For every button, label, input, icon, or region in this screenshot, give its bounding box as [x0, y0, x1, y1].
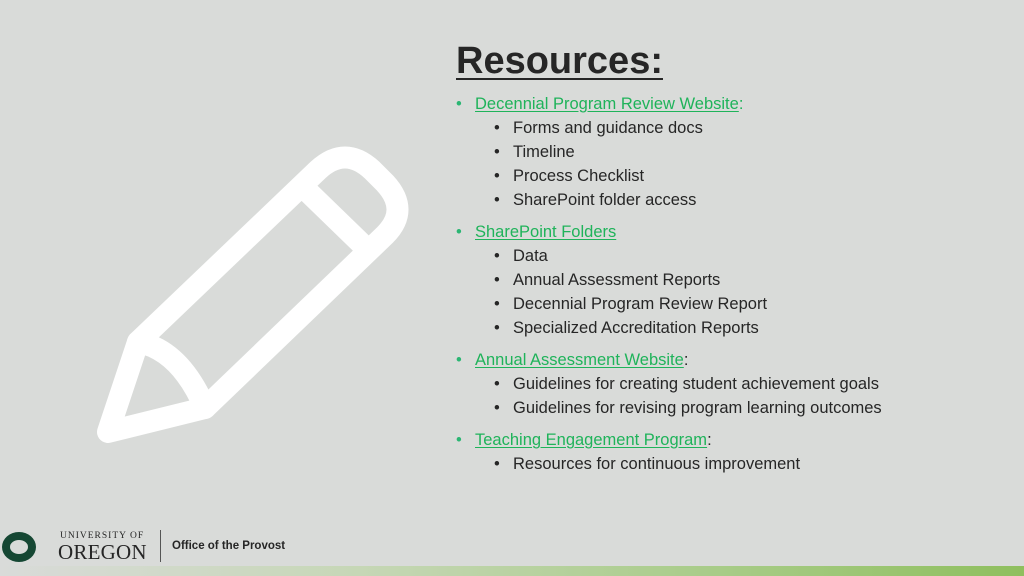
list-item: • SharePoint folder access [494, 188, 1016, 212]
colon: : [738, 95, 744, 113]
uo-o-logo-icon [2, 532, 36, 562]
list-item: • Forms and guidance docs [494, 116, 1016, 140]
colon: : [683, 351, 689, 369]
decennial-program-review-link[interactable]: Decennial Program Review Website [475, 95, 739, 113]
logo-divider [160, 530, 161, 562]
list-item: • Resources for continuous improvement [494, 452, 1016, 476]
list-item: • Timeline [494, 140, 1016, 164]
list-item: • Annual Assessment Reports [494, 268, 1016, 292]
section-sharepoint [456, 220, 1016, 340]
list-item: • Guidelines for revising program learning outcomes [494, 396, 1016, 420]
list-item: • Specialized Accreditation Reports [494, 316, 1016, 340]
list-item: • Decennial Program Review Report [494, 292, 1016, 316]
page-title: Resources: [456, 40, 663, 82]
section-heading [456, 428, 1016, 452]
logo-oregon: OREGON [58, 540, 147, 564]
resources-panel [456, 38, 1016, 476]
footer-gradient-bar [0, 566, 1024, 576]
section-decennial-review [456, 92, 1016, 212]
colon: : [707, 431, 712, 449]
section-teaching-engagement [456, 428, 1016, 476]
logo-university-of: UNIVERSITY OF [60, 531, 145, 541]
sub-list [456, 244, 1016, 340]
section-heading [456, 92, 1016, 116]
list-item: • Guidelines for creating student achievement goals [494, 372, 1016, 396]
office-of-provost: Office of the Provost [172, 540, 286, 552]
list-item: • Process Checklist [494, 164, 1016, 188]
teaching-engagement-link[interactable]: Teaching Engagement Program [475, 431, 708, 449]
university-logo [0, 528, 300, 564]
section-heading [456, 348, 1016, 372]
sub-list [456, 452, 1016, 476]
sub-list [456, 372, 1016, 420]
pencil-icon [80, 120, 440, 450]
sub-list [456, 116, 1016, 212]
list-item: • Data [494, 244, 1016, 268]
sharepoint-folders-link[interactable]: SharePoint Folders [475, 223, 617, 241]
section-heading [456, 220, 1016, 244]
section-annual-assessment [456, 348, 1016, 420]
annual-assessment-link[interactable]: Annual Assessment Website [475, 351, 684, 369]
